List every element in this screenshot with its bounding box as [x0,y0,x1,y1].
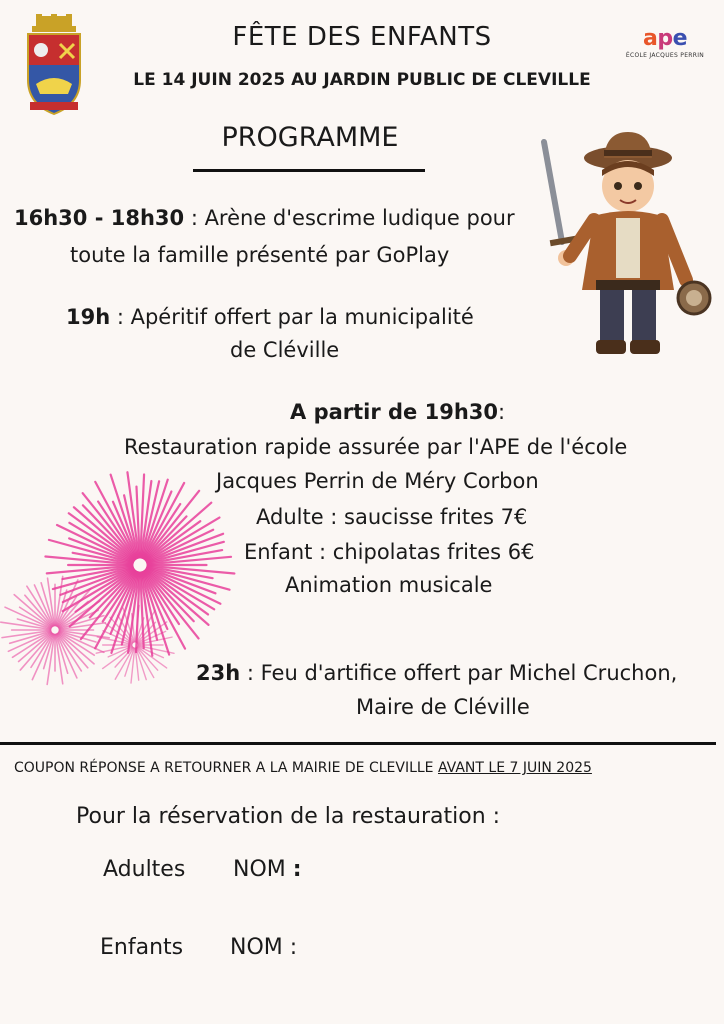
adultes-label: Adultes [103,857,186,882]
programme-detail-line: Restauration rapide assurée par l'APE de l'école [124,435,628,459]
ape-logo [620,28,710,68]
programme-item-time: 16h30 - 18h30 [14,206,185,230]
page-title: FÊTE DES ENFANTS [232,22,492,52]
reservation-heading: Pour la réservation de la restauration : [76,804,501,829]
programme-item-text: : Apéritif offert par la municipalité [110,305,474,329]
programme-item-escrime [14,201,515,235]
programme-heading: PROGRAMME [221,122,399,153]
programme-item-time: A partir de 19h30 [290,400,499,424]
programme-item-text-continued: de Cléville [230,338,340,362]
enfants-label: Enfants [100,935,184,960]
programme-item-text: : Feu d'artifice offert par Michel Cruchon, [240,661,678,685]
explorer-boy-icon [536,130,716,360]
programme-detail-line: Jacques Perrin de Méry Corbon [216,469,539,493]
programme-item-text-continued: toute la famille présenté par GoPlay [70,243,450,267]
adultes-nom-field[interactable] [233,857,302,882]
programme-item-time: 19h [66,305,111,329]
adultes-nom-colon: : [292,857,302,882]
ape-logo-word: ape [642,26,688,51]
adultes-nom-label: NOM [233,857,293,882]
coupon-text: COUPON RÉPONSE A RETOURNER A LA MAIRIE DE CLEVILLE [14,760,438,776]
coupon-deadline: AVANT LE 7 JUIN 2025 [437,760,592,776]
programme-detail-line: Adulte : saucisse frites 7€ [256,505,528,529]
programme-item-text-continued: Maire de Cléville [356,695,530,719]
programme-item-suffix: : [498,400,506,424]
enfants-nom-field[interactable]: NOM : [230,935,298,960]
event-date-location: LE 14 JUIN 2025 AU JARDIN PUBLIC DE CLEVILLE [133,70,591,90]
heading-underline [193,169,425,172]
programme-detail-line: Enfant : chipolatas frites 6€ [244,540,535,564]
coupon-instructions [14,760,592,776]
programme-item-feu-artifice [196,656,677,690]
town-crest-icon [22,14,86,118]
ape-logo-subtitle: ÉCOLE JACQUES PERRIN [625,52,705,59]
programme-item-time: 23h [196,661,241,685]
programme-item-restauration [290,395,505,429]
programme-detail-line: Animation musicale [285,573,493,597]
coupon-divider [0,742,716,745]
programme-item-text: : Arène d'escrime ludique pour [184,206,515,230]
programme-item-aperitif [66,300,474,334]
